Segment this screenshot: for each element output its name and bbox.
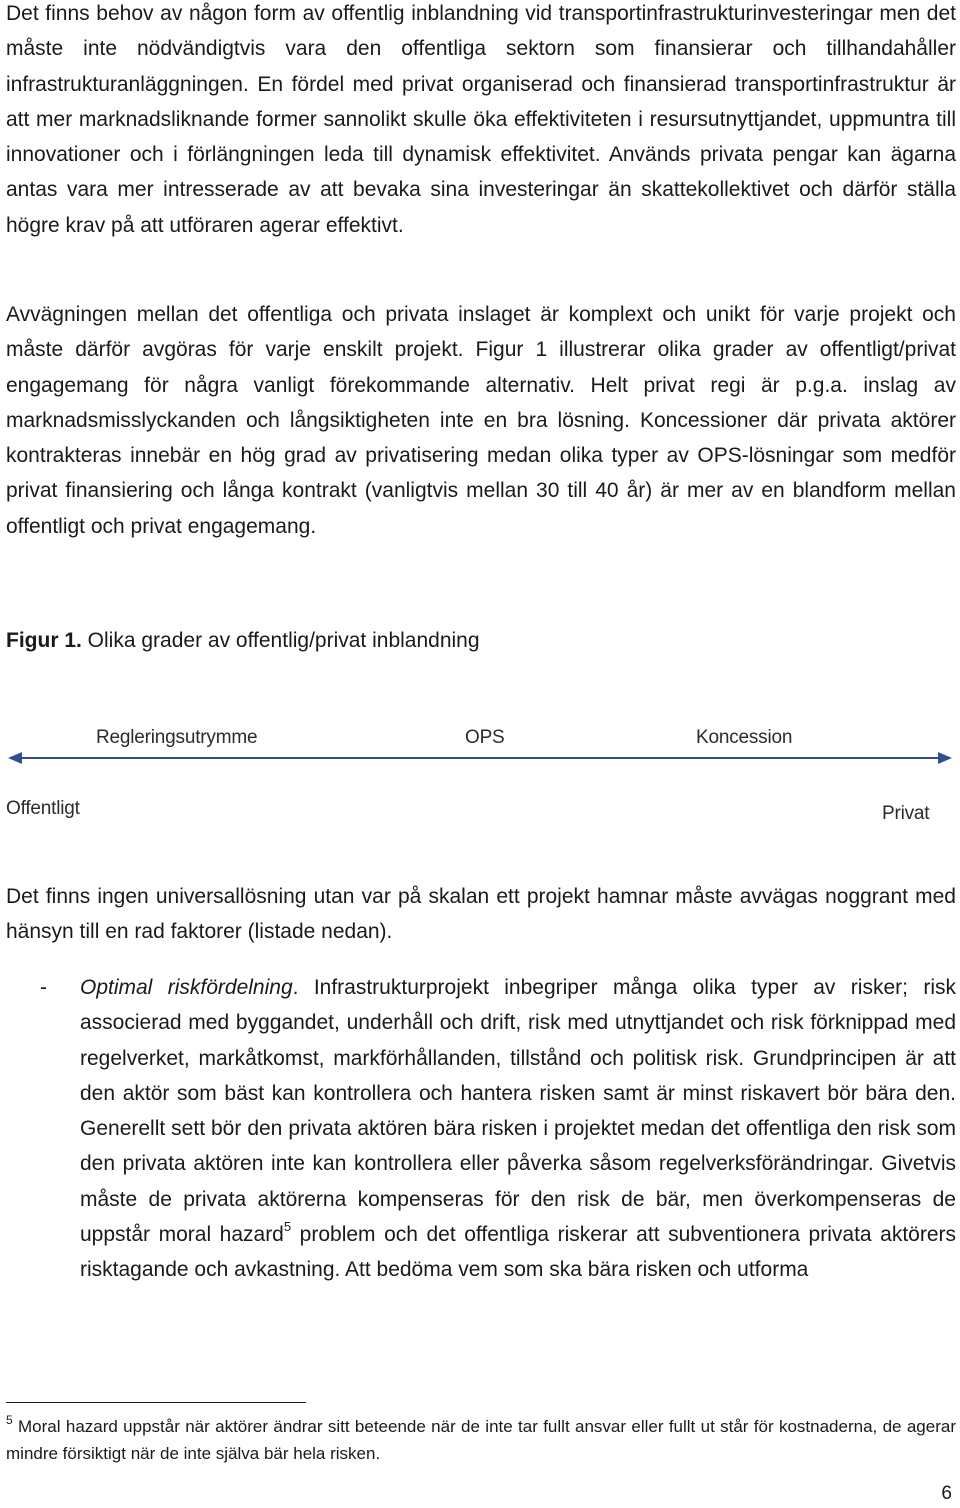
list-item-title: Optimal riskfördelning <box>80 976 293 999</box>
label-regulation: Regleringsutrymme <box>96 727 258 748</box>
figure-public-private-scale <box>6 718 956 838</box>
list-item-text: . Infrastrukturprojekt inbegriper många olika typer av risker; risk associerad med byggandet, underhåll och drift, risk med utnyttjandet och risk förknippad med regelverket, markåtkomst, markförhållanden, tillstånd och politisk risk. Grundprincipen är att den aktör som bäst kan kontrollera och hantera risken samt är minst riskavert bör bära den. Generellt sett bör den privata aktören bära risken i projektet medan det offentliga den risk som den privata aktören inte kan kontrollera eller påverka såsom regelverksförändringar. Givetvis måste de privata aktörerna kompenseras för den risk de bär, men överkompenseras de uppstår moral hazard <box>80 976 956 1247</box>
figure-caption-label: Figur 1. <box>6 629 82 652</box>
label-concession: Koncession <box>696 727 793 748</box>
paragraph-intro: Det finns behov av någon form av offentlig inblandning vid transportinfrastrukturinvesteringar men det måste inte nödvändigtvis vara den offentliga sektorn som finansierar och tillhandahåller infrastrukturanläggningen. En fördel med privat organiserad och finansierad transportinfrastruktur är att mer marknadsliknande former sannolikt skulle öka effektiviteten i resursutnyttjandet, uppmuntra till innovationer och i förlängningen leda till dynamisk effektivitet. Används privata pengar kan ägarna antas vara mer intresserade av att bevaka sina investeringar än skattekollektivet och därför ställa högre krav på att utföraren agerar effektivt. <box>6 2 956 237</box>
list-bullet: - <box>40 976 47 999</box>
footnote <box>6 1413 956 1467</box>
paragraph-balance: Avvägningen mellan det offentliga och privata inslaget är komplext och unikt för varje projekt och måste därför avgöras för varje enskilt projekt. Figur 1 illustrerar olika grader av offentligt/privat engagemang för några vanligt förekommande alternativ. Helt privat regi är p.g.a. inslag av marknadsmisslyckanden och långsiktigheten inte en bra lösning. Koncessioner där privata aktörer kontrakteras innebär en hög grad av privatisering medan olika typer av OPS-lösningar som medför privat finansiering och långa kontrakt (vanligtvis mellan 30 till 40 år) är mer av en blandform mellan offentligt och privat engagemang. <box>6 303 956 538</box>
figure-caption <box>6 625 480 657</box>
list-item-text-continued: problem och det offentliga riskerar att subventionera privata aktörers risktagande och avkastning. Att bedöma vem som ska bära risken och utforma <box>80 1223 957 1282</box>
footnote-ref: 5 <box>283 1219 292 1235</box>
list-item-body <box>80 970 956 1288</box>
paragraph-no-universal-solution: Det finns ingen universallösning utan var på skalan ett projekt hamnar måste avvägas noggrant med hänsyn till en rad faktorer (listade nedan). <box>6 885 956 944</box>
double-arrow <box>6 744 956 774</box>
page-number: 6 <box>941 1483 952 1504</box>
footnote-text: Moral hazard uppstår när aktörer ändrar sitt beteende när de inte tar fullt ansvar eller fullt ut står för kostnaderna, de agerar mindre försiktigt när de inte själva bär hela risken. <box>6 1417 956 1463</box>
label-ops: OPS <box>465 727 505 748</box>
double-arrow-shapes <box>8 752 952 764</box>
figure-caption-text: Olika grader av offentlig/privat inblandning <box>81 629 480 652</box>
label-private: Privat <box>882 803 930 824</box>
arrow-head-left <box>8 752 22 764</box>
footnote-number: 5 <box>6 1413 13 1427</box>
arrow-head-right <box>938 752 952 764</box>
label-public: Offentligt <box>6 798 80 819</box>
footnote-divider <box>6 1402 306 1403</box>
